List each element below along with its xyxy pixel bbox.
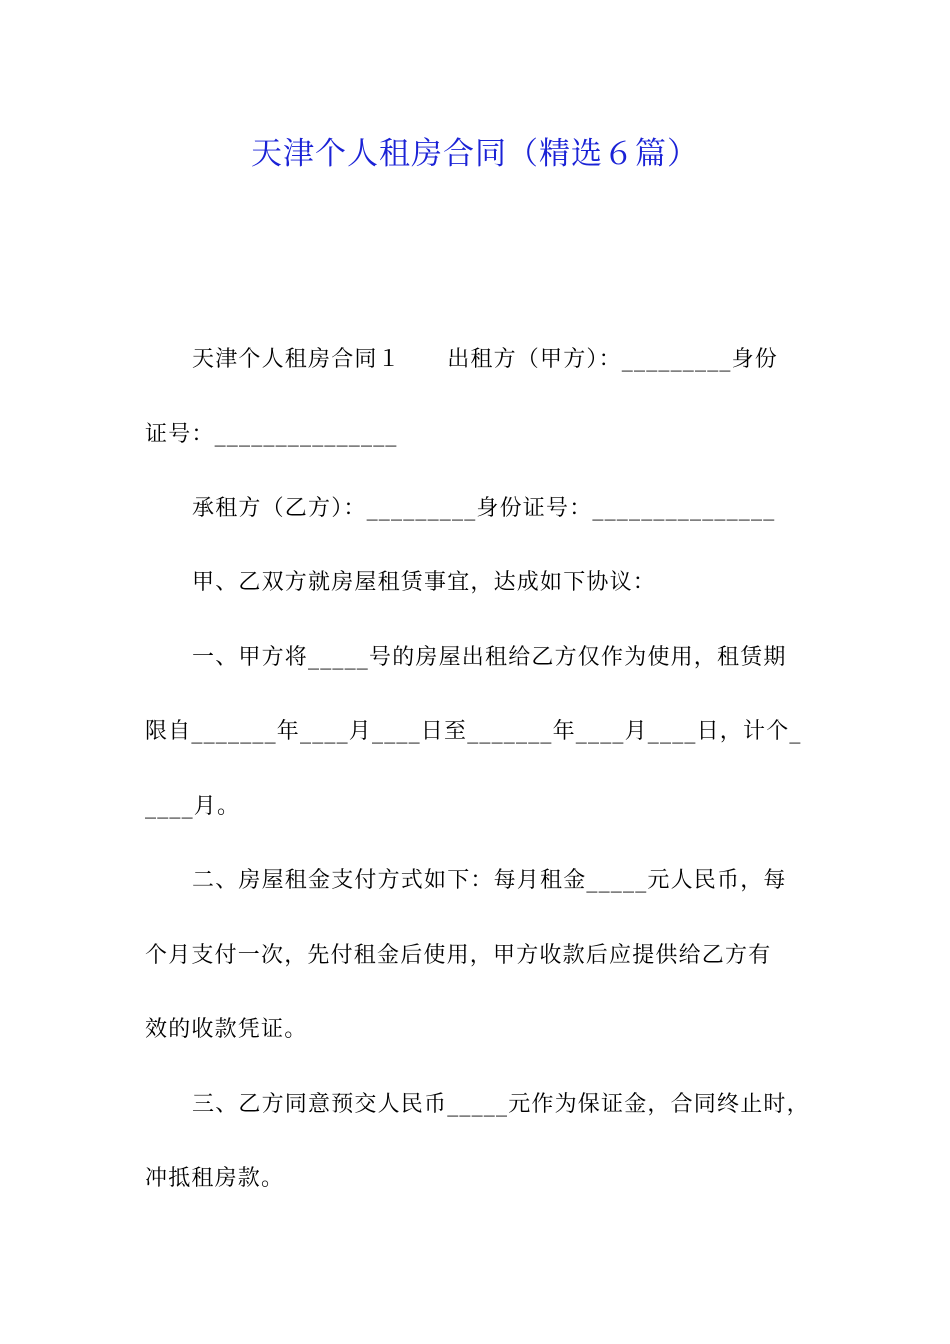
paragraph-line: 一、甲方将_____号的房屋出租给乙方仅作为使用，租赁期 xyxy=(192,645,787,670)
document-title: 天津个人租房合同（精选６篇） xyxy=(251,136,699,172)
paragraph-line: 效的收款凭证。 xyxy=(145,1017,308,1042)
paragraph-line: 冲抵租房款。 xyxy=(145,1166,285,1191)
paragraph-line: 承租方（乙方）：_________身份证号：_______________ xyxy=(192,496,776,521)
paragraph-line: 二、房屋租金支付方式如下：每月租金_____元人民币，每 xyxy=(192,868,787,893)
paragraph-line: 天津个人租房合同１ 出租方（甲方）：_________身份 xyxy=(192,347,779,372)
paragraph-line: 个月支付一次，先付租金后使用，甲方收款后应提供给乙方有 xyxy=(145,943,772,968)
paragraph-line: 限自_______年____月____日至_______年____月____日，计个_ xyxy=(145,719,802,744)
paragraph-line: 三、乙方同意预交人民币_____元作为保证金，合同终止时， xyxy=(192,1092,810,1117)
paragraph-line: 甲、乙双方就房屋租赁事宜，达成如下协议： xyxy=(192,570,657,595)
paragraph-line: 证号：_______________ xyxy=(145,422,398,447)
paragraph-line: ____月。 xyxy=(145,794,241,819)
